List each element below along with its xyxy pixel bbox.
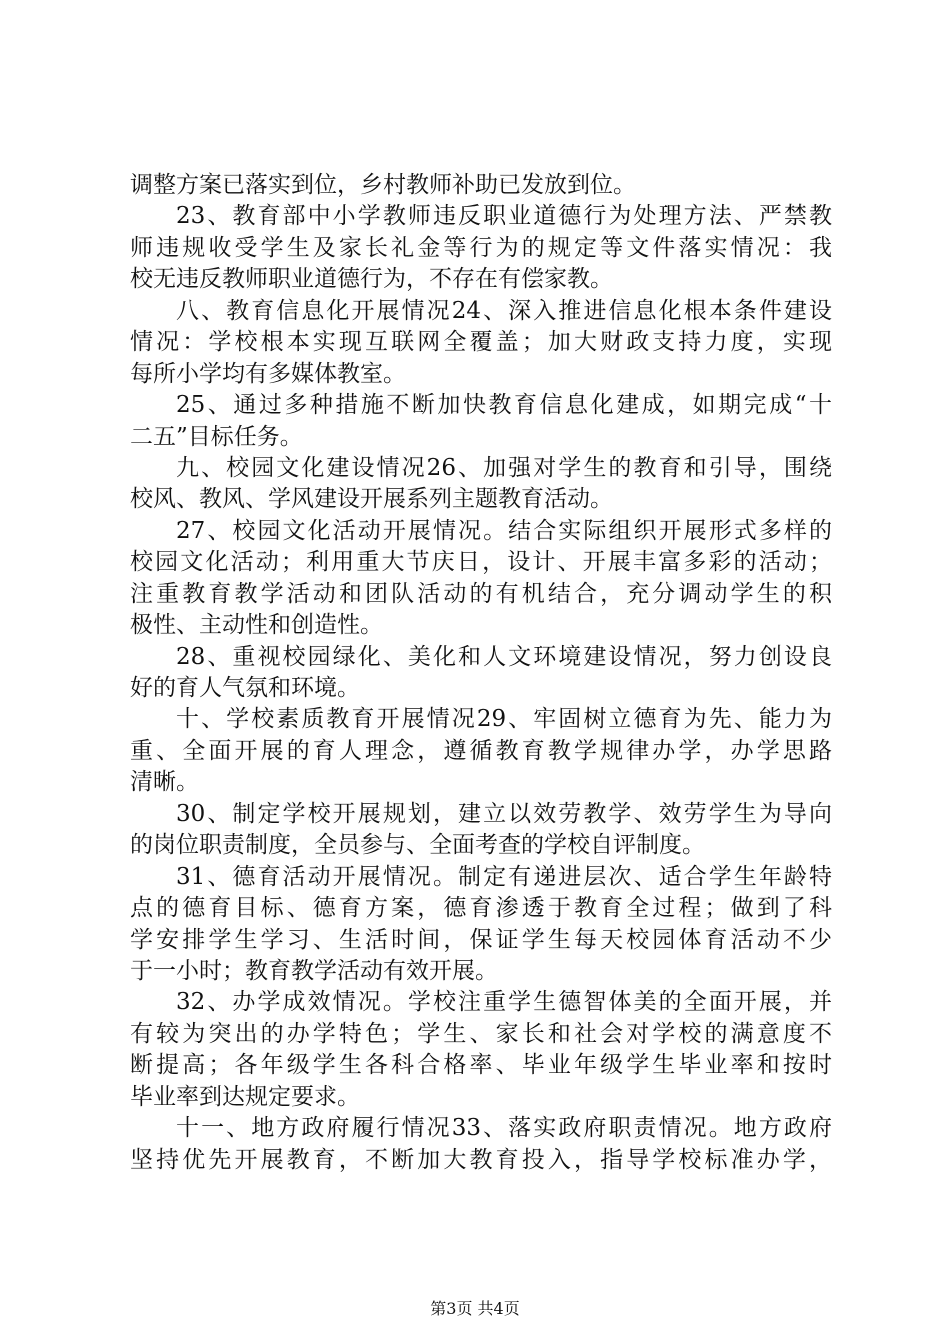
text-line: 有较为突出的办学特色；学生、家长和社会对学校的满意度不 <box>130 1020 832 1047</box>
document-body <box>130 170 832 1176</box>
text-line: 极性、主动性和创造性。 <box>130 612 383 639</box>
text-line: 十一、地方政府履行情况33、落实政府职责情况。地方政府 <box>176 1115 832 1142</box>
text-line: 调整方案已落实到位，乡村教师补助已发放到位。 <box>130 172 636 198</box>
text-line: 坚持优先开展教育，不断加大教育投入，指导学校标准办学， <box>130 1146 832 1173</box>
text-line: 师违规收受学生及家长礼金等行为的规定等文件落实情况：我 <box>130 234 832 261</box>
page-footer: 第3页 共4页 <box>430 1299 520 1318</box>
text-line: 八、教育信息化开展情况24、深入推进信息化根本条件建设 <box>176 297 832 324</box>
text-line: 学安排学生学习、生活时间，保证学生每天校园体育活动不少 <box>130 926 832 953</box>
text-line: 27、校园文化活动开展情况。结合实际组织开展形式多样的 <box>176 517 832 544</box>
text-line: 好的育人气氛和环境。 <box>130 675 360 701</box>
text-line: 32、办学成效情况。学校注重学生德智体美的全面开展，并 <box>176 989 832 1016</box>
text-line: 重、全面开展的育人理念，遵循教育教学规律办学，办学思路 <box>130 737 832 764</box>
text-line: 于一小时；教育教学活动有效开展。 <box>130 957 498 984</box>
text-line: 清晰。 <box>130 769 199 796</box>
text-line: 十、学校素质教育开展情况29、牢固树立德育为先、能力为 <box>176 706 832 733</box>
text-line: 二五”目标任务。 <box>130 423 303 450</box>
text-line: 的岗位职责制度，全员参与、全面考查的学校自评制度。 <box>130 832 705 859</box>
text-line: 断提高；各年级学生各科合格率、毕业年级学生毕业率和按时 <box>130 1052 832 1079</box>
text-line: 校风、教风、学风建设开展系列主题教育活动。 <box>130 486 613 513</box>
text-line: 毕业率到达规定要求。 <box>130 1083 360 1110</box>
text-line: 31、德育活动开展情况。制定有递进层次、适合学生年龄特 <box>176 863 832 890</box>
text-line: 23、教育部中小学教师违反职业道德行为处理方法、严禁教 <box>176 203 832 230</box>
text-line: 九、校园文化建设情况26、加强对学生的教育和引导，围绕 <box>176 454 832 481</box>
text-line: 25、通过多种措施不断加快教育信息化建成，如期完成“十 <box>176 392 832 419</box>
text-line: 点的德育目标、德育方案，德育渗透于教育全过程；做到了科 <box>130 895 832 922</box>
text-line: 校园文化活动；利用重大节庆日，设计、开展丰富多彩的活动； <box>130 549 832 576</box>
text-line: 每所小学均有多媒体教室。 <box>130 360 406 387</box>
text-line: 注重教育教学活动和团队活动的有机结合，充分调动学生的积 <box>130 580 832 607</box>
text-line: 30、制定学校开展规划，建立以效劳教学、效劳学生为导向 <box>176 800 832 827</box>
text-line: 28、重视校园绿化、美化和人文环境建设情况，努力创设良 <box>176 643 832 670</box>
text-line: 校无违反教师职业道德行为，不存在有偿家教。 <box>130 266 613 293</box>
text-line: 情况：学校根本实现互联网全覆盖；加大财政支持力度，实现 <box>130 329 832 356</box>
